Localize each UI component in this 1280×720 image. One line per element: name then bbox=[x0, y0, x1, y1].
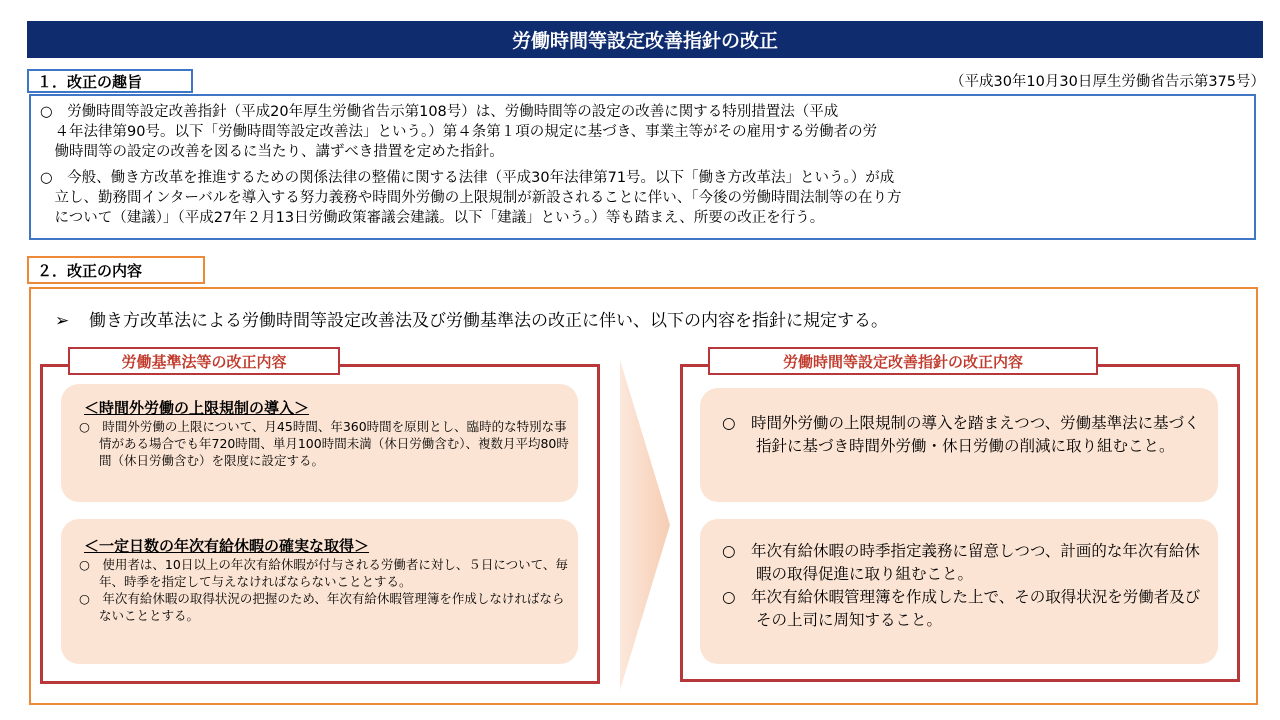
notice-reference: （平成30年10月30日厚生労働省告示第375号） bbox=[949, 74, 1265, 90]
paragraph-line: ○ 労働時間等設定改善指針（平成20年厚生労働省告示第108号）は、労働時間等の設定の改善に関する特別措置法（平成 bbox=[40, 104, 839, 120]
guideline-amendments-tag: 労働時間等設定改善指針の改正内容 bbox=[708, 347, 1098, 375]
section1-heading: １．改正の趣旨 bbox=[27, 69, 193, 93]
right-arrow-icon bbox=[620, 360, 670, 690]
leave-promotion-body bbox=[722, 540, 1202, 632]
card-item: ○ 年次有給休暇の取得状況の把握のため、年次有給休暇管理簿を作成しなければならないこととする。 bbox=[79, 591, 565, 623]
overtime-cap-title: ＜時間外労働の上限規制の導入＞ bbox=[84, 399, 310, 417]
paragraph-line: 働時間等の設定の改善を図るに当たり、講ずべき措置を定めた指針。 bbox=[40, 144, 504, 160]
overtime-reduction-body bbox=[722, 412, 1202, 458]
paragraph-revision bbox=[40, 168, 1245, 228]
summary-bullet bbox=[55, 308, 1245, 334]
paragraph-line: ○ 今般、働き方改革を推進するための関係法律の整備に関する法律（平成30年法律第71号。以下「働き方改革法」という。）が成 bbox=[40, 170, 895, 186]
page-title: 労働時間等設定改善指針の改正 bbox=[511, 30, 778, 52]
card-item: ○ 時間外労働の上限規制の導入を踏まえつつ、労働基準法に基づく指針に基づき時間外労働・休日労働の削減に取り組むこと。 bbox=[722, 414, 1200, 455]
section2-heading: ２．改正の内容 bbox=[27, 256, 205, 284]
overtime-cap-body bbox=[79, 418, 569, 469]
paid-leave-title: ＜一定日数の年次有給休暇の確実な取得＞ bbox=[84, 537, 370, 555]
paragraph-line: 立し、勤務間インターバルを導入する努力義務や時間外労働の上限規制が新設されることに伴い、「今後の労働時間法制等の在り方 bbox=[40, 190, 902, 206]
summary-text: 働き方改革法による労働時間等設定改善法及び労働基準法の改正に伴い、以下の内容を指針に規定する。 bbox=[89, 311, 888, 331]
title-banner bbox=[27, 21, 1263, 58]
card-item: ○ 年次有給休暇の時季指定義務に留意しつつ、計画的な年次有給休暇の取得促進に取り組むこと。 bbox=[722, 542, 1200, 583]
card-item: ○ 時間外労働の上限について、月45時間、年360時間を原則とし、臨時的な特別な事情がある場合でも年720時間、単月100時間未満（休日労働含む）、複数月平均80時間（休日労働含む）を限度に設定する。 bbox=[79, 419, 569, 468]
paragraph-line: について（建議）」（平成27年２月13日労働政策審議会建議。以下「建議」という。）等も踏まえ、所要の改正を行う。 bbox=[40, 210, 825, 226]
paid-leave-body bbox=[79, 556, 569, 624]
card-item: ○ 使用者は、10日以上の年次有給休暇が付与される労働者に対し、５日について、毎年、時季を指定して与えなければならないこととする。 bbox=[79, 557, 568, 589]
card-item: ○ 年次有給休暇管理簿を作成した上で、その取得状況を労働者及びその上司に周知すること。 bbox=[722, 588, 1201, 629]
paragraph-line: ４年法律第90号。以下「労働時間等設定改善法」という。）第４条第１項の規定に基づき、事業主等がその雇用する労働者の労 bbox=[40, 124, 878, 140]
arrow-bullet-icon: ➢ bbox=[55, 311, 70, 331]
law-amendments-tag: 労働基準法等の改正内容 bbox=[68, 347, 340, 375]
paragraph-guideline bbox=[40, 102, 1245, 162]
